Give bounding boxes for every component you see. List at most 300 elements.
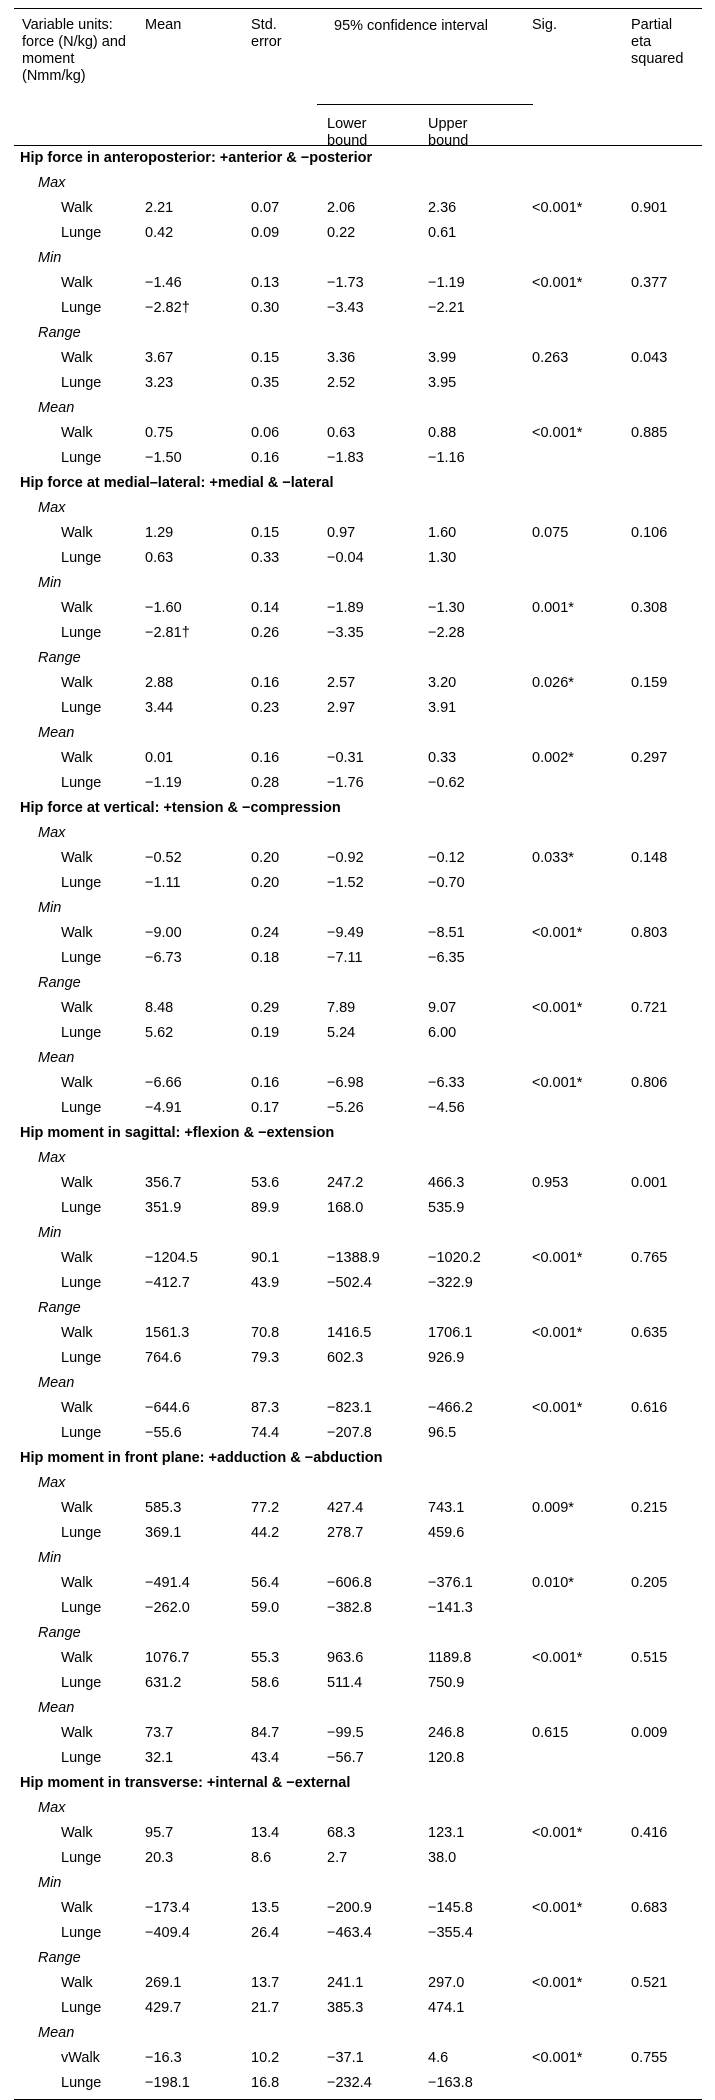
cell-mean: 3.67 bbox=[145, 350, 174, 366]
cell-std-error: 55.3 bbox=[251, 1650, 280, 1666]
cell-partial-eta: 0.765 bbox=[631, 1250, 668, 1266]
cell-partial-eta: 0.106 bbox=[631, 525, 668, 541]
table-row bbox=[14, 1321, 702, 1346]
metric-title: Min bbox=[38, 575, 62, 591]
cell-partial-eta: 0.803 bbox=[631, 925, 668, 941]
cell-upper-bound: 38.0 bbox=[428, 1850, 457, 1866]
cell-std-error: 0.16 bbox=[251, 750, 280, 766]
cell-partial-eta: 0.205 bbox=[631, 1575, 668, 1591]
metric-heading-row bbox=[14, 1871, 702, 1896]
cell-sig: 0.953 bbox=[532, 1175, 569, 1191]
table-row bbox=[14, 446, 702, 471]
cell-mean: 0.63 bbox=[145, 550, 174, 566]
cell-mean: −1204.5 bbox=[145, 1250, 198, 1266]
table-row bbox=[14, 1096, 702, 1121]
cell-upper-bound: 1.60 bbox=[428, 525, 457, 541]
cell-condition: Lunge bbox=[61, 1200, 102, 1216]
cell-std-error: 0.26 bbox=[251, 625, 280, 641]
cell-condition: vWalk bbox=[61, 2050, 100, 2066]
table-row bbox=[14, 1996, 702, 2021]
cell-condition: Walk bbox=[61, 1175, 93, 1191]
cell-lower-bound: 0.97 bbox=[327, 525, 356, 541]
metric-title: Mean bbox=[38, 2025, 75, 2041]
cell-upper-bound: 750.9 bbox=[428, 1675, 465, 1691]
cell-upper-bound: 123.1 bbox=[428, 1825, 465, 1841]
cell-upper-bound: −1.16 bbox=[428, 450, 465, 466]
metric-title: Max bbox=[38, 1475, 66, 1491]
cell-mean: −6.73 bbox=[145, 950, 182, 966]
cell-mean: −173.4 bbox=[145, 1900, 190, 1916]
table-row bbox=[14, 221, 702, 246]
cell-std-error: 0.20 bbox=[251, 875, 280, 891]
cell-std-error: 79.3 bbox=[251, 1350, 280, 1366]
cell-upper-bound: 1.30 bbox=[428, 550, 457, 566]
cell-condition: Lunge bbox=[61, 1675, 102, 1691]
table-row bbox=[14, 1821, 702, 1846]
cell-condition: Walk bbox=[61, 275, 93, 291]
table-body bbox=[14, 146, 702, 2096]
cell-mean: 764.6 bbox=[145, 1350, 182, 1366]
metric-heading-row bbox=[14, 971, 702, 996]
cell-lower-bound: −0.04 bbox=[327, 550, 364, 566]
metric-title: Range bbox=[38, 650, 81, 666]
cell-std-error: 70.8 bbox=[251, 1325, 280, 1341]
cell-condition: Lunge bbox=[61, 1100, 102, 1116]
cell-upper-bound: 9.07 bbox=[428, 1000, 457, 1016]
metric-heading-row bbox=[14, 1146, 702, 1171]
metric-heading-row bbox=[14, 396, 702, 421]
cell-mean: −4.91 bbox=[145, 1100, 182, 1116]
cell-lower-bound: 2.57 bbox=[327, 675, 356, 691]
cell-lower-bound: 602.3 bbox=[327, 1350, 364, 1366]
table-row bbox=[14, 296, 702, 321]
cell-upper-bound: −2.21 bbox=[428, 300, 465, 316]
cell-mean: −6.66 bbox=[145, 1075, 182, 1091]
cell-upper-bound: 3.99 bbox=[428, 350, 457, 366]
cell-upper-bound: 2.36 bbox=[428, 200, 457, 216]
cell-condition: Walk bbox=[61, 850, 93, 866]
cell-mean: 585.3 bbox=[145, 1500, 182, 1516]
cell-lower-bound: 2.7 bbox=[327, 1850, 348, 1866]
cell-mean: −262.0 bbox=[145, 1600, 190, 1616]
cell-condition: Lunge bbox=[61, 450, 102, 466]
section-title: Hip moment in front plane: +adduction & −abduction bbox=[20, 1450, 383, 1466]
cell-std-error: 0.14 bbox=[251, 600, 280, 616]
cell-lower-bound: 2.97 bbox=[327, 700, 356, 716]
metric-title: Max bbox=[38, 1800, 66, 1816]
cell-partial-eta: 0.755 bbox=[631, 2050, 668, 2066]
cell-condition: Lunge bbox=[61, 1275, 102, 1291]
cell-upper-bound: −322.9 bbox=[428, 1275, 473, 1291]
metric-heading-row bbox=[14, 321, 702, 346]
header-std-error: Std. error bbox=[251, 17, 282, 50]
cell-condition: Walk bbox=[61, 1325, 93, 1341]
cell-mean: 5.62 bbox=[145, 1025, 174, 1041]
cell-condition: Walk bbox=[61, 350, 93, 366]
metric-title: Mean bbox=[38, 1050, 75, 1066]
cell-sig: <0.001* bbox=[532, 1650, 583, 1666]
cell-upper-bound: 0.33 bbox=[428, 750, 457, 766]
metric-heading-row bbox=[14, 1621, 702, 1646]
table-row bbox=[14, 371, 702, 396]
cell-upper-bound: 474.1 bbox=[428, 2000, 465, 2016]
cell-mean: −16.3 bbox=[145, 2050, 182, 2066]
cell-lower-bound: −382.8 bbox=[327, 1600, 372, 1616]
cell-condition: Lunge bbox=[61, 1600, 102, 1616]
cell-partial-eta: 0.721 bbox=[631, 1000, 668, 1016]
cell-upper-bound: 4.6 bbox=[428, 2050, 449, 2066]
cell-upper-bound: −1.30 bbox=[428, 600, 465, 616]
table-row bbox=[14, 1846, 702, 1871]
table-row bbox=[14, 1971, 702, 1996]
cell-partial-eta: 0.616 bbox=[631, 1400, 668, 1416]
cell-lower-bound: −1.83 bbox=[327, 450, 364, 466]
cell-lower-bound: 385.3 bbox=[327, 2000, 364, 2016]
cell-mean: −412.7 bbox=[145, 1275, 190, 1291]
table-row bbox=[14, 271, 702, 296]
cell-upper-bound: −6.35 bbox=[428, 950, 465, 966]
cell-upper-bound: 466.3 bbox=[428, 1175, 465, 1191]
cell-upper-bound: −1.19 bbox=[428, 275, 465, 291]
section-title: Hip force at vertical: +tension & −compression bbox=[20, 800, 341, 816]
metric-title: Max bbox=[38, 500, 66, 516]
cell-lower-bound: −0.31 bbox=[327, 750, 364, 766]
cell-upper-bound: −163.8 bbox=[428, 2075, 473, 2091]
cell-sig: <0.001* bbox=[532, 925, 583, 941]
cell-lower-bound: −3.35 bbox=[327, 625, 364, 641]
cell-lower-bound: −5.26 bbox=[327, 1100, 364, 1116]
cell-std-error: 0.23 bbox=[251, 700, 280, 716]
cell-condition: Lunge bbox=[61, 300, 102, 316]
cell-std-error: 8.6 bbox=[251, 1850, 272, 1866]
cell-mean: 3.44 bbox=[145, 700, 174, 716]
cell-partial-eta: 0.683 bbox=[631, 1900, 668, 1916]
table-row bbox=[14, 1271, 702, 1296]
cell-partial-eta: 0.009 bbox=[631, 1725, 668, 1741]
cell-sig: <0.001* bbox=[532, 200, 583, 216]
cell-std-error: 0.13 bbox=[251, 275, 280, 291]
cell-std-error: 0.18 bbox=[251, 950, 280, 966]
table-row bbox=[14, 846, 702, 871]
section-heading-row bbox=[14, 1121, 702, 1146]
cell-upper-bound: 459.6 bbox=[428, 1525, 465, 1541]
cell-condition: Walk bbox=[61, 675, 93, 691]
cell-condition: Walk bbox=[61, 600, 93, 616]
cell-mean: 631.2 bbox=[145, 1675, 182, 1691]
cell-std-error: 43.4 bbox=[251, 1750, 280, 1766]
table-row bbox=[14, 621, 702, 646]
cell-lower-bound: 0.22 bbox=[327, 225, 356, 241]
cell-upper-bound: 96.5 bbox=[428, 1425, 457, 1441]
cell-lower-bound: −3.43 bbox=[327, 300, 364, 316]
section-heading-row bbox=[14, 796, 702, 821]
cell-sig: <0.001* bbox=[532, 1325, 583, 1341]
cell-condition: Lunge bbox=[61, 2075, 102, 2091]
cell-lower-bound: −1.52 bbox=[327, 875, 364, 891]
cell-mean: 356.7 bbox=[145, 1175, 182, 1191]
cell-lower-bound: −200.9 bbox=[327, 1900, 372, 1916]
cell-sig: 0.026* bbox=[532, 675, 574, 691]
table-header bbox=[14, 8, 702, 149]
cell-lower-bound: −463.4 bbox=[327, 1925, 372, 1941]
header-upper-bound: Upper bound bbox=[428, 116, 469, 149]
table-row bbox=[14, 771, 702, 796]
cell-mean: 20.3 bbox=[145, 1850, 174, 1866]
cell-std-error: 56.4 bbox=[251, 1575, 280, 1591]
table-row bbox=[14, 921, 702, 946]
cell-mean: 369.1 bbox=[145, 1525, 182, 1541]
cell-sig: 0.010* bbox=[532, 1575, 574, 1591]
cell-partial-eta: 0.377 bbox=[631, 275, 668, 291]
cell-mean: 95.7 bbox=[145, 1825, 174, 1841]
metric-title: Range bbox=[38, 325, 81, 341]
cell-upper-bound: 0.61 bbox=[428, 225, 457, 241]
cell-std-error: 77.2 bbox=[251, 1500, 280, 1516]
cell-partial-eta: 0.001 bbox=[631, 1175, 668, 1191]
cell-condition: Lunge bbox=[61, 700, 102, 716]
cell-std-error: 0.06 bbox=[251, 425, 280, 441]
cell-std-error: 0.16 bbox=[251, 450, 280, 466]
table-row bbox=[14, 1596, 702, 1621]
metric-title: Max bbox=[38, 1150, 66, 1166]
cell-mean: 1076.7 bbox=[145, 1650, 190, 1666]
table-row bbox=[14, 1521, 702, 1546]
cell-upper-bound: 1706.1 bbox=[428, 1325, 473, 1341]
metric-title: Min bbox=[38, 250, 62, 266]
header-sig: Sig. bbox=[532, 17, 557, 33]
cell-upper-bound: 246.8 bbox=[428, 1725, 465, 1741]
section-heading-row bbox=[14, 1446, 702, 1471]
cell-sig: 0.002* bbox=[532, 750, 574, 766]
cell-std-error: 0.29 bbox=[251, 1000, 280, 1016]
cell-lower-bound: 511.4 bbox=[327, 1675, 363, 1691]
cell-condition: Walk bbox=[61, 1650, 93, 1666]
cell-upper-bound: −4.56 bbox=[428, 1100, 465, 1116]
metric-title: Min bbox=[38, 1875, 62, 1891]
table-row bbox=[14, 1021, 702, 1046]
metric-title: Max bbox=[38, 825, 66, 841]
cell-mean: −0.52 bbox=[145, 850, 182, 866]
table-row bbox=[14, 1196, 702, 1221]
metric-heading-row bbox=[14, 1471, 702, 1496]
cell-partial-eta: 0.885 bbox=[631, 425, 668, 441]
cell-mean: −1.46 bbox=[145, 275, 182, 291]
cell-mean: −2.82† bbox=[145, 300, 190, 316]
metric-heading-row bbox=[14, 896, 702, 921]
metric-heading-row bbox=[14, 821, 702, 846]
cell-condition: Lunge bbox=[61, 2000, 102, 2016]
cell-lower-bound: 278.7 bbox=[327, 1525, 364, 1541]
metric-heading-row bbox=[14, 1046, 702, 1071]
header-variable: Variable units: force (N/kg) and moment (Nmm/kg) bbox=[22, 17, 126, 84]
metric-heading-row bbox=[14, 1946, 702, 1971]
cell-partial-eta: 0.043 bbox=[631, 350, 668, 366]
cell-condition: Walk bbox=[61, 1900, 93, 1916]
cell-std-error: 0.07 bbox=[251, 200, 280, 216]
cell-mean: −1.19 bbox=[145, 775, 182, 791]
cell-lower-bound: −0.92 bbox=[327, 850, 364, 866]
metric-title: Range bbox=[38, 1300, 81, 1316]
ci-divider bbox=[317, 104, 533, 105]
cell-partial-eta: 0.515 bbox=[631, 1650, 668, 1666]
cell-condition: Lunge bbox=[61, 375, 102, 391]
cell-sig: <0.001* bbox=[532, 1250, 583, 1266]
cell-mean: 269.1 bbox=[145, 1975, 182, 1991]
metric-title: Mean bbox=[38, 1375, 75, 1391]
cell-lower-bound: −502.4 bbox=[327, 1275, 372, 1291]
cell-condition: Lunge bbox=[61, 1025, 102, 1041]
cell-condition: Walk bbox=[61, 1000, 93, 1016]
cell-partial-eta: 0.159 bbox=[631, 675, 668, 691]
cell-std-error: 0.16 bbox=[251, 675, 280, 691]
cell-std-error: 0.28 bbox=[251, 775, 280, 791]
metric-title: Min bbox=[38, 1225, 62, 1241]
cell-std-error: 43.9 bbox=[251, 1275, 280, 1291]
cell-lower-bound: −1.73 bbox=[327, 275, 364, 291]
cell-mean: −1.60 bbox=[145, 600, 182, 616]
cell-std-error: 44.2 bbox=[251, 1525, 280, 1541]
cell-sig: <0.001* bbox=[532, 1900, 583, 1916]
cell-upper-bound: 120.8 bbox=[428, 1750, 465, 1766]
cell-condition: Walk bbox=[61, 525, 93, 541]
cell-condition: Walk bbox=[61, 1975, 93, 1991]
cell-lower-bound: 5.24 bbox=[327, 1025, 356, 1041]
metric-heading-row bbox=[14, 1546, 702, 1571]
cell-mean: 73.7 bbox=[145, 1725, 174, 1741]
table-row bbox=[14, 1421, 702, 1446]
cell-mean: 429.7 bbox=[145, 2000, 182, 2016]
cell-std-error: 16.8 bbox=[251, 2075, 280, 2091]
cell-lower-bound: 963.6 bbox=[327, 1650, 364, 1666]
cell-upper-bound: 535.9 bbox=[428, 1200, 465, 1216]
cell-sig: <0.001* bbox=[532, 1400, 583, 1416]
cell-lower-bound: 241.1 bbox=[327, 1975, 364, 1991]
cell-mean: −9.00 bbox=[145, 925, 182, 941]
cell-std-error: 10.2 bbox=[251, 2050, 280, 2066]
cell-lower-bound: −56.7 bbox=[327, 1750, 364, 1766]
cell-lower-bound: −1.76 bbox=[327, 775, 364, 791]
cell-upper-bound: 3.95 bbox=[428, 375, 457, 391]
cell-mean: −55.6 bbox=[145, 1425, 182, 1441]
cell-condition: Lunge bbox=[61, 550, 102, 566]
cell-partial-eta: 0.297 bbox=[631, 750, 668, 766]
cell-condition: Walk bbox=[61, 1825, 93, 1841]
table-row bbox=[14, 996, 702, 1021]
cell-mean: −644.6 bbox=[145, 1400, 190, 1416]
cell-sig: 0.009* bbox=[532, 1500, 574, 1516]
cell-lower-bound: 68.3 bbox=[327, 1825, 356, 1841]
cell-condition: Lunge bbox=[61, 1850, 102, 1866]
table-row bbox=[14, 696, 702, 721]
table-row bbox=[14, 2071, 702, 2096]
table-row bbox=[14, 746, 702, 771]
metric-heading-row bbox=[14, 246, 702, 271]
cell-sig: <0.001* bbox=[532, 1975, 583, 1991]
cell-sig: <0.001* bbox=[532, 1075, 583, 1091]
cell-upper-bound: −8.51 bbox=[428, 925, 465, 941]
cell-condition: Lunge bbox=[61, 775, 102, 791]
metric-heading-row bbox=[14, 1696, 702, 1721]
cell-upper-bound: 3.91 bbox=[428, 700, 457, 716]
cell-upper-bound: −355.4 bbox=[428, 1925, 473, 1941]
cell-upper-bound: 926.9 bbox=[428, 1350, 465, 1366]
cell-sig: <0.001* bbox=[532, 425, 583, 441]
cell-mean: −198.1 bbox=[145, 2075, 190, 2091]
section-heading-row bbox=[14, 1771, 702, 1796]
metric-title: Mean bbox=[38, 725, 75, 741]
metric-heading-row bbox=[14, 2021, 702, 2046]
cell-condition: Walk bbox=[61, 1400, 93, 1416]
cell-condition: Lunge bbox=[61, 875, 102, 891]
cell-condition: Lunge bbox=[61, 950, 102, 966]
cell-std-error: 0.35 bbox=[251, 375, 280, 391]
cell-upper-bound: −0.12 bbox=[428, 850, 465, 866]
cell-mean: 1561.3 bbox=[145, 1325, 190, 1341]
cell-mean: −491.4 bbox=[145, 1575, 190, 1591]
table-row bbox=[14, 1246, 702, 1271]
cell-lower-bound: −1388.9 bbox=[327, 1250, 380, 1266]
cell-lower-bound: 427.4 bbox=[327, 1500, 364, 1516]
table-row bbox=[14, 2046, 702, 2071]
cell-mean: −409.4 bbox=[145, 1925, 190, 1941]
cell-partial-eta: 0.416 bbox=[631, 1825, 668, 1841]
cell-lower-bound: −232.4 bbox=[327, 2075, 372, 2091]
cell-partial-eta: 0.806 bbox=[631, 1075, 668, 1091]
cell-std-error: 53.6 bbox=[251, 1175, 280, 1191]
cell-upper-bound: 3.20 bbox=[428, 675, 457, 691]
cell-lower-bound: −823.1 bbox=[327, 1400, 372, 1416]
cell-condition: Lunge bbox=[61, 1350, 102, 1366]
cell-condition: Lunge bbox=[61, 225, 102, 241]
cell-mean: 0.75 bbox=[145, 425, 174, 441]
table-row bbox=[14, 421, 702, 446]
cell-std-error: 58.6 bbox=[251, 1675, 280, 1691]
header-partial-eta: Partial eta squared bbox=[631, 17, 684, 67]
cell-lower-bound: 168.0 bbox=[327, 1200, 364, 1216]
table-row bbox=[14, 946, 702, 971]
table-row bbox=[14, 1896, 702, 1921]
cell-partial-eta: 0.901 bbox=[631, 200, 668, 216]
cell-sig: <0.001* bbox=[532, 1825, 583, 1841]
metric-title: Min bbox=[38, 900, 62, 916]
cell-std-error: 0.09 bbox=[251, 225, 280, 241]
cell-partial-eta: 0.521 bbox=[631, 1975, 668, 1991]
table-row bbox=[14, 546, 702, 571]
cell-sig: <0.001* bbox=[532, 275, 583, 291]
cell-condition: Lunge bbox=[61, 1750, 102, 1766]
cell-lower-bound: 7.89 bbox=[327, 1000, 356, 1016]
cell-mean: −1.50 bbox=[145, 450, 182, 466]
metric-heading-row bbox=[14, 1296, 702, 1321]
table-row bbox=[14, 1746, 702, 1771]
cell-partial-eta: 0.215 bbox=[631, 1500, 668, 1516]
cell-std-error: 0.17 bbox=[251, 1100, 280, 1116]
cell-lower-bound: −7.11 bbox=[327, 950, 363, 966]
cell-std-error: 13.5 bbox=[251, 1900, 280, 1916]
cell-condition: Lunge bbox=[61, 1425, 102, 1441]
table-row bbox=[14, 521, 702, 546]
metric-title: Mean bbox=[38, 400, 75, 416]
section-heading-row bbox=[14, 471, 702, 496]
cell-upper-bound: −466.2 bbox=[428, 1400, 473, 1416]
cell-lower-bound: 3.36 bbox=[327, 350, 356, 366]
cell-lower-bound: −207.8 bbox=[327, 1425, 372, 1441]
table-row bbox=[14, 1721, 702, 1746]
cell-upper-bound: −141.3 bbox=[428, 1600, 473, 1616]
table-row bbox=[14, 1671, 702, 1696]
metric-heading-row bbox=[14, 571, 702, 596]
metric-title: Range bbox=[38, 975, 81, 991]
